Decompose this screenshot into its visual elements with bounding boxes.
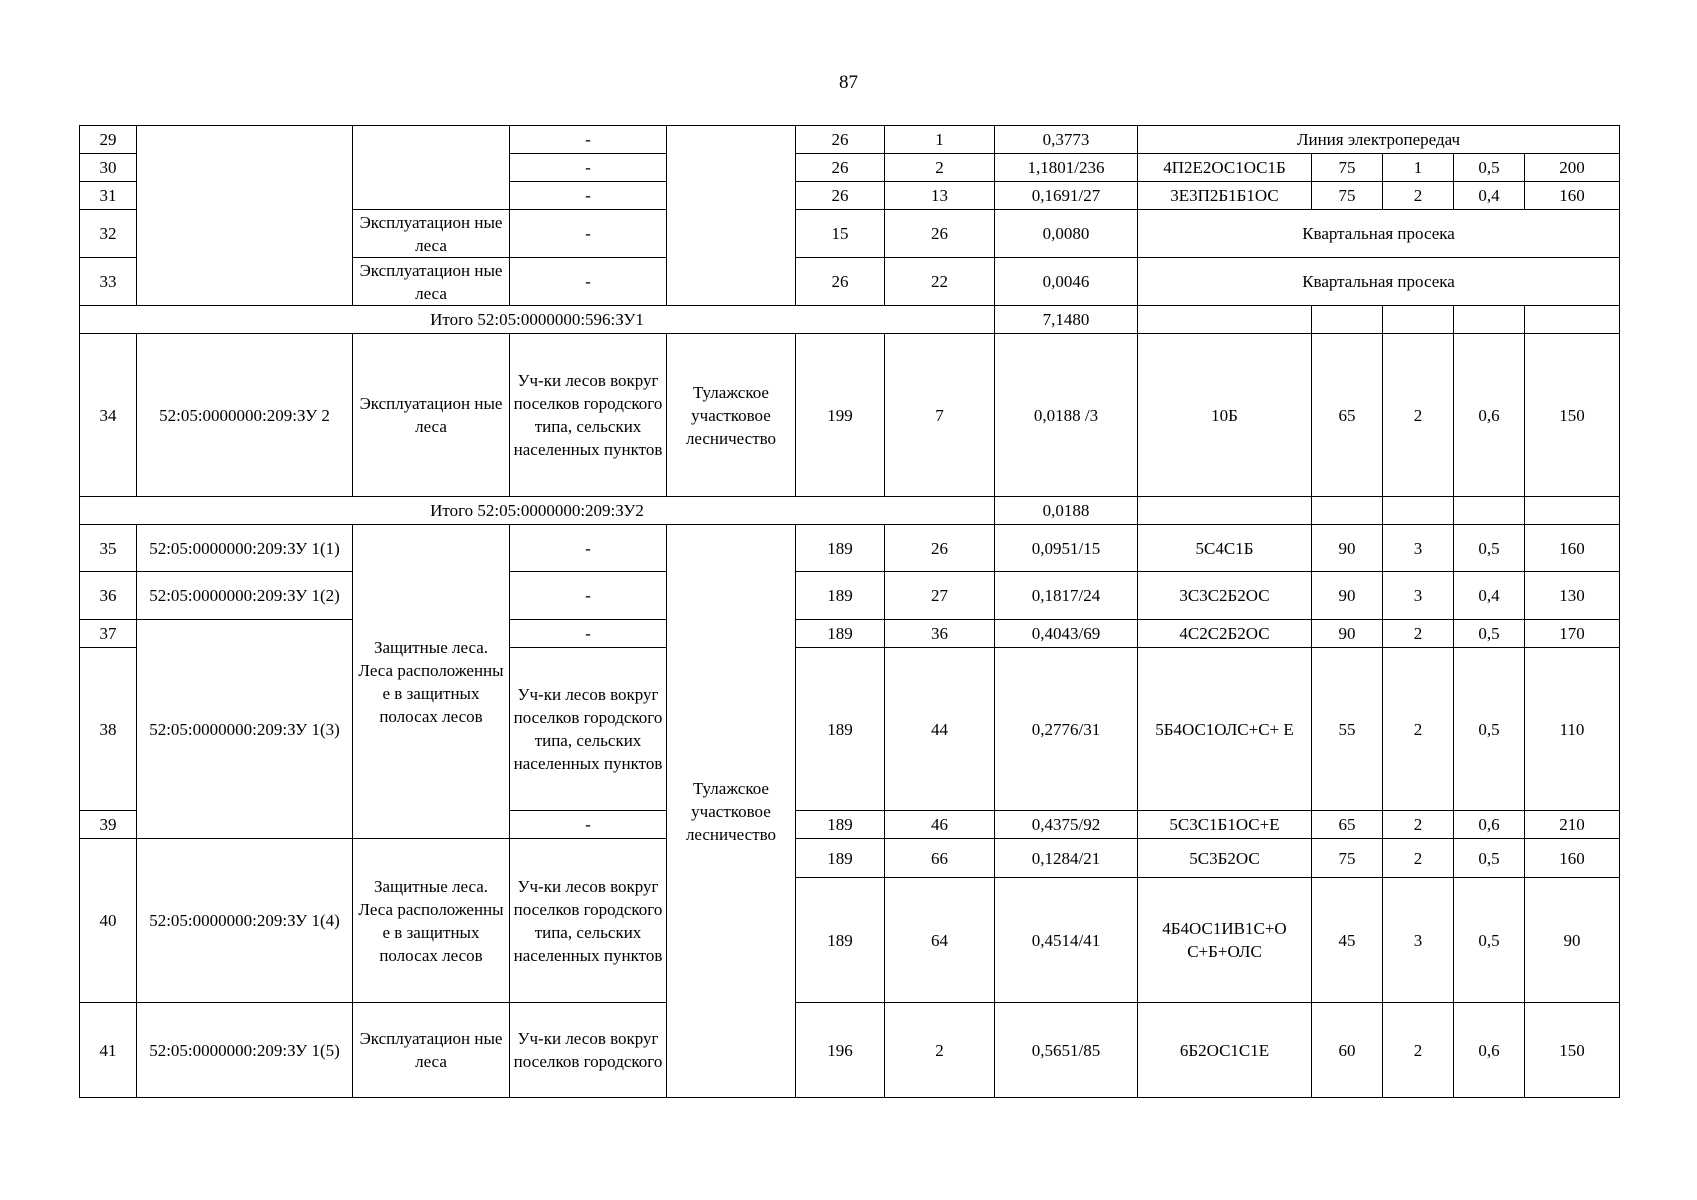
table-row bbox=[80, 620, 1620, 648]
empty-cell bbox=[1312, 306, 1383, 334]
quarter-cell: 189 bbox=[796, 878, 885, 1003]
density-cell: 0,6 bbox=[1454, 1003, 1525, 1098]
age-cell: 65 bbox=[1312, 811, 1383, 839]
age-cell: 75 bbox=[1312, 182, 1383, 210]
density-cell: 0,5 bbox=[1454, 648, 1525, 811]
quarter-cell: 26 bbox=[796, 258, 885, 306]
class-cell: 3 bbox=[1383, 878, 1454, 1003]
empty-cell bbox=[1312, 497, 1383, 525]
composition-cell: 5С3Б2ОС bbox=[1138, 839, 1312, 878]
area-cell: 0,5651/85 bbox=[995, 1003, 1138, 1098]
age-cell: 90 bbox=[1312, 620, 1383, 648]
age-cell: 45 bbox=[1312, 878, 1383, 1003]
composition-cell: 10Б bbox=[1138, 334, 1312, 497]
stock-cell: 170 bbox=[1525, 620, 1620, 648]
quarter-cell: 26 bbox=[796, 126, 885, 154]
quarter-cell: 26 bbox=[796, 154, 885, 182]
class-cell: 2 bbox=[1383, 839, 1454, 878]
quarter-cell: 26 bbox=[796, 182, 885, 210]
note-cell: Квартальная просека bbox=[1138, 210, 1620, 258]
row-number: 29 bbox=[80, 126, 137, 154]
purpose-cell: - bbox=[510, 154, 667, 182]
purpose-cell: Уч-ки лесов вокруг поселков городского типа, сельских населенных пунктов bbox=[510, 648, 667, 811]
age-cell: 65 bbox=[1312, 334, 1383, 497]
class-cell: 3 bbox=[1383, 525, 1454, 572]
allotment-cell: 46 bbox=[885, 811, 995, 839]
row-number: 36 bbox=[80, 572, 137, 620]
stock-cell: 130 bbox=[1525, 572, 1620, 620]
cadastral-cell: 52:05:0000000:209:ЗУ 2 bbox=[137, 334, 353, 497]
composition-cell: 4С2С2Б2ОС bbox=[1138, 620, 1312, 648]
forestry-cell-empty bbox=[667, 126, 796, 306]
class-cell: 2 bbox=[1383, 1003, 1454, 1098]
cadastral-cell: 52:05:0000000:209:ЗУ 1(5) bbox=[137, 1003, 353, 1098]
purpose-cell: - bbox=[510, 572, 667, 620]
age-cell: 90 bbox=[1312, 572, 1383, 620]
cadastral-cell: 52:05:0000000:209:ЗУ 1(4) bbox=[137, 839, 353, 1003]
allotment-cell: 7 bbox=[885, 334, 995, 497]
category-cell: Эксплуатацион ные леса bbox=[353, 210, 510, 258]
age-cell: 75 bbox=[1312, 154, 1383, 182]
allotment-cell: 36 bbox=[885, 620, 995, 648]
area-cell: 0,4514/41 bbox=[995, 878, 1138, 1003]
density-cell: 0,4 bbox=[1454, 182, 1525, 210]
category-cell: Защитные леса. Леса расположенны е в защитных полосах лесов bbox=[353, 839, 510, 1003]
empty-cell bbox=[1525, 306, 1620, 334]
cadastral-cell: 52:05:0000000:209:ЗУ 1(3) bbox=[137, 620, 353, 839]
row-number: 38 bbox=[80, 648, 137, 811]
cadastral-cell-empty bbox=[137, 126, 353, 306]
row-number: 30 bbox=[80, 154, 137, 182]
area-cell: 0,2776/31 bbox=[995, 648, 1138, 811]
density-cell: 0,5 bbox=[1454, 839, 1525, 878]
purpose-cell: - bbox=[510, 620, 667, 648]
stock-cell: 160 bbox=[1525, 525, 1620, 572]
purpose-cell: - bbox=[510, 182, 667, 210]
allotment-cell: 2 bbox=[885, 1003, 995, 1098]
density-cell: 0,4 bbox=[1454, 572, 1525, 620]
quarter-cell: 15 bbox=[796, 210, 885, 258]
stock-cell: 160 bbox=[1525, 182, 1620, 210]
cadastral-cell: 52:05:0000000:209:ЗУ 1(1) bbox=[137, 525, 353, 572]
page-number: 87 bbox=[839, 72, 858, 93]
area-cell: 0,1817/24 bbox=[995, 572, 1138, 620]
composition-cell: 5С3С1Б1ОС+Е bbox=[1138, 811, 1312, 839]
class-cell: 2 bbox=[1383, 620, 1454, 648]
purpose-cell: Уч-ки лесов вокруг поселков городского типа, сельских населенных пунктов bbox=[510, 839, 667, 1003]
composition-cell: 3Е3П2Б1Б1ОС bbox=[1138, 182, 1312, 210]
class-cell: 2 bbox=[1383, 811, 1454, 839]
total-label: Итого 52:05:0000000:596:ЗУ1 bbox=[80, 306, 995, 334]
quarter-cell: 189 bbox=[796, 525, 885, 572]
purpose-cell: - bbox=[510, 525, 667, 572]
purpose-cell: - bbox=[510, 811, 667, 839]
age-cell: 55 bbox=[1312, 648, 1383, 811]
composition-cell: 5С4С1Б bbox=[1138, 525, 1312, 572]
category-cell: Эксплуатацион ные леса bbox=[353, 258, 510, 306]
table-row bbox=[80, 334, 1620, 497]
stock-cell: 110 bbox=[1525, 648, 1620, 811]
density-cell: 0,5 bbox=[1454, 878, 1525, 1003]
composition-cell: 6Б2ОС1С1Е bbox=[1138, 1003, 1312, 1098]
total-row bbox=[80, 306, 1620, 334]
purpose-cell: Уч-ки лесов вокруг поселков городского типа, сельских населенных пунктов bbox=[510, 334, 667, 497]
stock-cell: 160 bbox=[1525, 839, 1620, 878]
density-cell: 0,5 bbox=[1454, 620, 1525, 648]
total-label: Итого 52:05:0000000:209:ЗУ2 bbox=[80, 497, 995, 525]
allotment-cell: 1 bbox=[885, 126, 995, 154]
quarter-cell: 189 bbox=[796, 620, 885, 648]
area-cell: 0,0080 bbox=[995, 210, 1138, 258]
row-number: 41 bbox=[80, 1003, 137, 1098]
density-cell: 0,5 bbox=[1454, 154, 1525, 182]
total-row bbox=[80, 497, 1620, 525]
row-number: 31 bbox=[80, 182, 137, 210]
row-number: 39 bbox=[80, 811, 137, 839]
allotment-cell: 27 bbox=[885, 572, 995, 620]
empty-cell bbox=[1525, 497, 1620, 525]
class-cell: 2 bbox=[1383, 182, 1454, 210]
density-cell: 0,6 bbox=[1454, 811, 1525, 839]
age-cell: 90 bbox=[1312, 525, 1383, 572]
forest-plots-table bbox=[79, 125, 1620, 1098]
quarter-cell: 189 bbox=[796, 572, 885, 620]
total-area: 7,1480 bbox=[995, 306, 1138, 334]
area-cell: 0,3773 bbox=[995, 126, 1138, 154]
density-cell: 0,5 bbox=[1454, 525, 1525, 572]
empty-cell bbox=[1138, 497, 1312, 525]
age-cell: 75 bbox=[1312, 839, 1383, 878]
forestry-cell: Тулажское участковое лесничество bbox=[667, 525, 796, 1098]
composition-cell: 4П2Е2ОС1ОС1Б bbox=[1138, 154, 1312, 182]
table-row bbox=[80, 525, 1620, 572]
category-cell: Эксплуатацион ные леса bbox=[353, 1003, 510, 1098]
purpose-cell: - bbox=[510, 258, 667, 306]
allotment-cell: 2 bbox=[885, 154, 995, 182]
category-cell: Защитные леса. Леса расположенны е в защитных полосах лесов bbox=[353, 525, 510, 839]
quarter-cell: 196 bbox=[796, 1003, 885, 1098]
composition-cell: 5Б4ОС1ОЛС+С+ Е bbox=[1138, 648, 1312, 811]
allotment-cell: 64 bbox=[885, 878, 995, 1003]
allotment-cell: 22 bbox=[885, 258, 995, 306]
area-cell: 1,1801/236 bbox=[995, 154, 1138, 182]
row-number: 37 bbox=[80, 620, 137, 648]
area-cell: 0,0951/15 bbox=[995, 525, 1138, 572]
class-cell: 3 bbox=[1383, 572, 1454, 620]
quarter-cell: 189 bbox=[796, 839, 885, 878]
table-row bbox=[80, 1003, 1620, 1098]
note-cell: Линия электропередач bbox=[1138, 126, 1620, 154]
row-number: 40 bbox=[80, 839, 137, 1003]
table-row bbox=[80, 572, 1620, 620]
forestry-cell: Тулажское участковое лесничество bbox=[667, 334, 796, 497]
table-row bbox=[80, 126, 1620, 154]
area-cell: 0,1284/21 bbox=[995, 839, 1138, 878]
category-cell-empty bbox=[353, 126, 510, 210]
allotment-cell: 66 bbox=[885, 839, 995, 878]
cadastral-cell: 52:05:0000000:209:ЗУ 1(2) bbox=[137, 572, 353, 620]
quarter-cell: 199 bbox=[796, 334, 885, 497]
composition-cell: 3С3С2Б2ОС bbox=[1138, 572, 1312, 620]
empty-cell bbox=[1138, 306, 1312, 334]
row-number: 34 bbox=[80, 334, 137, 497]
row-number: 32 bbox=[80, 210, 137, 258]
stock-cell: 150 bbox=[1525, 1003, 1620, 1098]
empty-cell bbox=[1383, 497, 1454, 525]
row-number: 35 bbox=[80, 525, 137, 572]
area-cell: 0,4043/69 bbox=[995, 620, 1138, 648]
stock-cell: 210 bbox=[1525, 811, 1620, 839]
note-cell: Квартальная просека bbox=[1138, 258, 1620, 306]
area-cell: 0,4375/92 bbox=[995, 811, 1138, 839]
empty-cell bbox=[1383, 306, 1454, 334]
area-cell: 0,0188 /3 bbox=[995, 334, 1138, 497]
area-cell: 0,1691/27 bbox=[995, 182, 1138, 210]
stock-cell: 150 bbox=[1525, 334, 1620, 497]
density-cell: 0,6 bbox=[1454, 334, 1525, 497]
stock-cell: 200 bbox=[1525, 154, 1620, 182]
class-cell: 1 bbox=[1383, 154, 1454, 182]
purpose-cell: Уч-ки лесов вокруг поселков городского bbox=[510, 1003, 667, 1098]
allotment-cell: 13 bbox=[885, 182, 995, 210]
age-cell: 60 bbox=[1312, 1003, 1383, 1098]
allotment-cell: 44 bbox=[885, 648, 995, 811]
composition-cell: 4Б4ОС1ИВ1С+О С+Б+ОЛС bbox=[1138, 878, 1312, 1003]
table-row bbox=[80, 839, 1620, 878]
purpose-cell: - bbox=[510, 126, 667, 154]
stock-cell: 90 bbox=[1525, 878, 1620, 1003]
empty-cell bbox=[1454, 497, 1525, 525]
class-cell: 2 bbox=[1383, 334, 1454, 497]
empty-cell bbox=[1454, 306, 1525, 334]
allotment-cell: 26 bbox=[885, 525, 995, 572]
area-cell: 0,0046 bbox=[995, 258, 1138, 306]
purpose-cell: - bbox=[510, 210, 667, 258]
allotment-cell: 26 bbox=[885, 210, 995, 258]
quarter-cell: 189 bbox=[796, 811, 885, 839]
category-cell: Эксплуатацион ные леса bbox=[353, 334, 510, 497]
row-number: 33 bbox=[80, 258, 137, 306]
total-area: 0,0188 bbox=[995, 497, 1138, 525]
class-cell: 2 bbox=[1383, 648, 1454, 811]
quarter-cell: 189 bbox=[796, 648, 885, 811]
